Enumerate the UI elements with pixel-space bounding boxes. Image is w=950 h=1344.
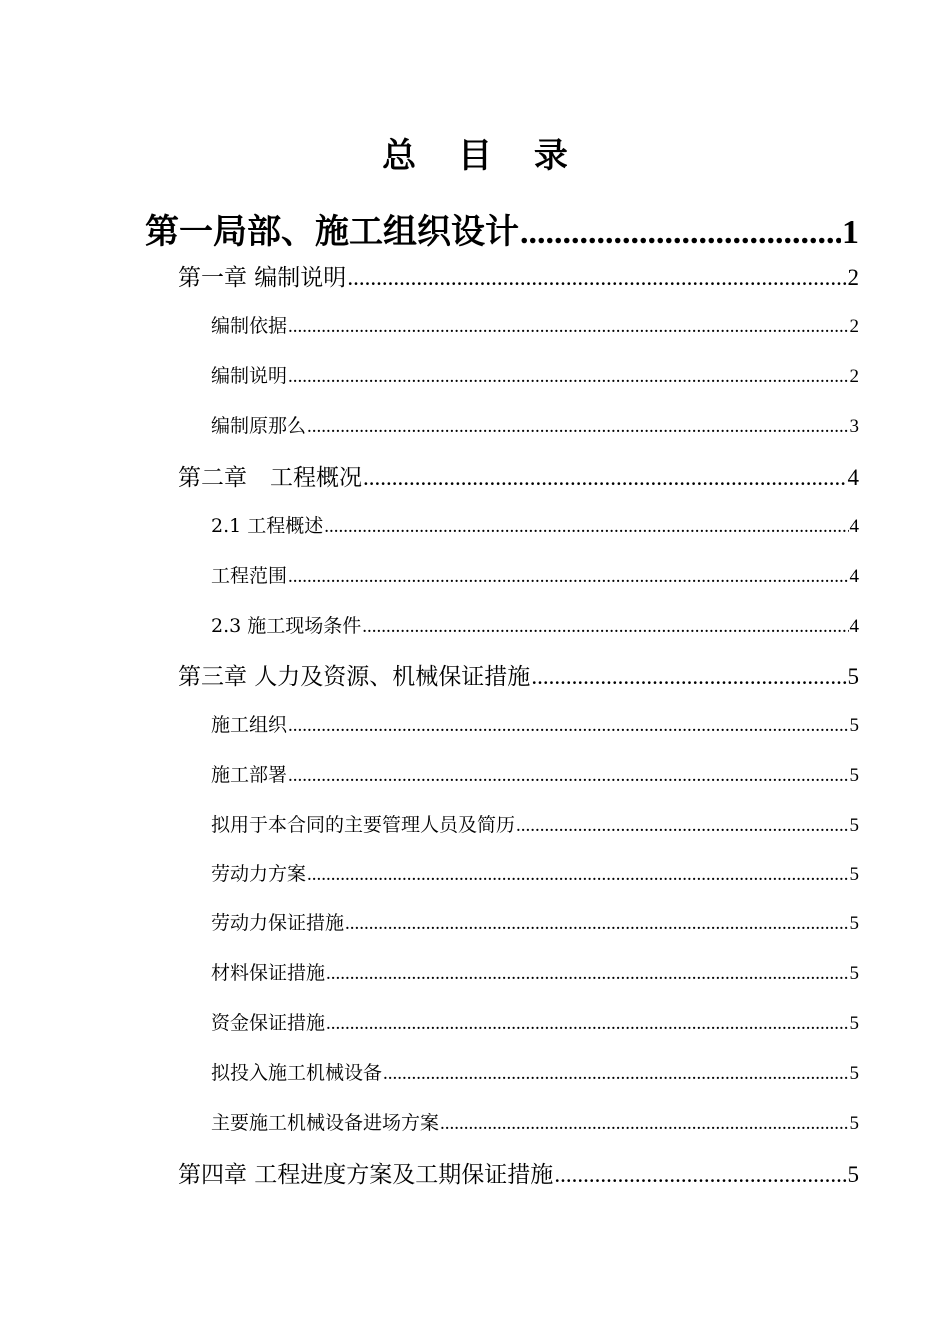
- toc-page-number: 5: [847, 1162, 859, 1187]
- toc-dot-leader: [324, 516, 848, 538]
- toc-dot-leader: [288, 715, 848, 737]
- toc-section-entry[interactable]: [211, 511, 859, 538]
- toc-dot-leader: [345, 913, 848, 935]
- toc-section-entry[interactable]: [211, 1108, 859, 1135]
- toc-section-entry[interactable]: [211, 561, 859, 588]
- toc-page-number: 4: [849, 616, 859, 637]
- toc-page-number: 4: [849, 566, 859, 587]
- toc-section-entry[interactable]: [211, 1058, 859, 1085]
- toc-page-number: 5: [849, 864, 859, 885]
- toc-section-entry[interactable]: [211, 760, 859, 787]
- toc-section-entry[interactable]: [211, 1008, 859, 1035]
- toc-section-entry[interactable]: [211, 958, 859, 985]
- toc-entry-label: 材料保证措施: [211, 962, 326, 984]
- toc-entry-label: 2.3 施工现场条件: [211, 615, 362, 637]
- toc-dot-leader: [288, 366, 848, 388]
- toc-entry-label: 编制原那么: [211, 415, 307, 437]
- toc-dot-leader: [520, 214, 841, 252]
- toc-entry-label: 第三章 人力及资源、机械保证措施: [178, 664, 531, 690]
- toc-page-number: 5: [847, 664, 859, 689]
- toc-entry-label: 劳动力保证措施: [211, 912, 345, 934]
- toc-page-number: 4: [847, 465, 859, 490]
- toc-page-number: 5: [849, 1113, 859, 1134]
- toc-entry-label: 第四章 工程进度方案及工期保证措施: [178, 1162, 554, 1188]
- toc-entry-label: 第一局部、施工组织设计: [145, 212, 519, 252]
- toc-entry-label: 施工组织: [211, 714, 288, 736]
- toc-entry-label: 编制说明: [211, 365, 288, 387]
- toc-page-number: 5: [849, 1013, 859, 1034]
- toc-dot-leader: [383, 1063, 848, 1085]
- toc-page-number: 5: [849, 765, 859, 786]
- toc-part-entry[interactable]: [145, 204, 859, 253]
- toc-dot-leader: [326, 1013, 848, 1035]
- title-char-3: 录: [533, 136, 568, 176]
- page-title: [0, 128, 950, 177]
- toc-section-entry[interactable]: [211, 810, 859, 837]
- toc-chapter-entry[interactable]: [178, 658, 859, 691]
- toc-entry-label: 第一章 编制说明: [178, 265, 347, 291]
- toc-dot-leader: [288, 316, 848, 338]
- toc-page-number: 5: [849, 1063, 859, 1084]
- toc-page-number: 2: [847, 265, 859, 290]
- toc-dot-leader: [440, 1113, 848, 1135]
- toc-section-entry[interactable]: [211, 361, 859, 388]
- toc-entry-label: 拟投入施工机械设备: [211, 1062, 383, 1084]
- toc-entry-label: 工程范围: [211, 565, 288, 587]
- toc-page-number: 5: [849, 815, 859, 836]
- toc-dot-leader: [554, 1162, 846, 1188]
- toc-chapter-entry[interactable]: [178, 259, 859, 292]
- toc-section-entry[interactable]: [211, 908, 859, 935]
- toc-section-entry[interactable]: [211, 611, 859, 638]
- toc-page-number: 3: [849, 416, 859, 437]
- toc-dot-leader: [307, 416, 848, 438]
- toc-dot-leader: [288, 566, 848, 588]
- title-char-2: 目: [458, 136, 492, 176]
- toc-entry-label: 资金保证措施: [211, 1012, 326, 1034]
- toc-entry-label: 第二章 工程概况: [178, 465, 362, 491]
- toc-dot-leader: [531, 664, 846, 690]
- toc-section-entry[interactable]: [211, 411, 859, 438]
- toc-page-number: 5: [849, 715, 859, 736]
- toc-section-entry[interactable]: [211, 311, 859, 338]
- toc-dot-leader: [288, 765, 848, 787]
- toc-chapter-entry[interactable]: [178, 459, 859, 492]
- toc-dot-leader: [307, 864, 848, 886]
- toc-dot-leader: [326, 963, 848, 985]
- toc-page-number: 5: [849, 963, 859, 984]
- toc-dot-leader: [362, 616, 848, 638]
- toc-page-number: 5: [849, 913, 859, 934]
- toc-page-number: 2: [849, 366, 859, 387]
- toc-entry-label: 拟用于本合同的主要管理人员及简历: [211, 814, 516, 836]
- toc-dot-leader: [347, 265, 846, 291]
- title-char-1: 总: [382, 136, 417, 176]
- toc-entry-label: 劳动力方案: [211, 863, 307, 885]
- toc-page-number: 4: [849, 516, 859, 537]
- toc-page-number: 1: [842, 214, 859, 251]
- toc-entry-label: 主要施工机械设备进场方案: [211, 1112, 440, 1134]
- toc-page-number: 2: [849, 316, 859, 337]
- toc-entry-label: 2.1 工程概述: [211, 515, 324, 537]
- toc-chapter-entry[interactable]: [178, 1156, 859, 1189]
- toc-entry-label: 施工部署: [211, 764, 288, 786]
- toc-section-entry[interactable]: [211, 859, 859, 886]
- toc-dot-leader: [516, 815, 848, 837]
- toc-dot-leader: [363, 465, 847, 491]
- toc-section-entry[interactable]: [211, 710, 859, 737]
- toc-entry-label: 编制依据: [211, 315, 288, 337]
